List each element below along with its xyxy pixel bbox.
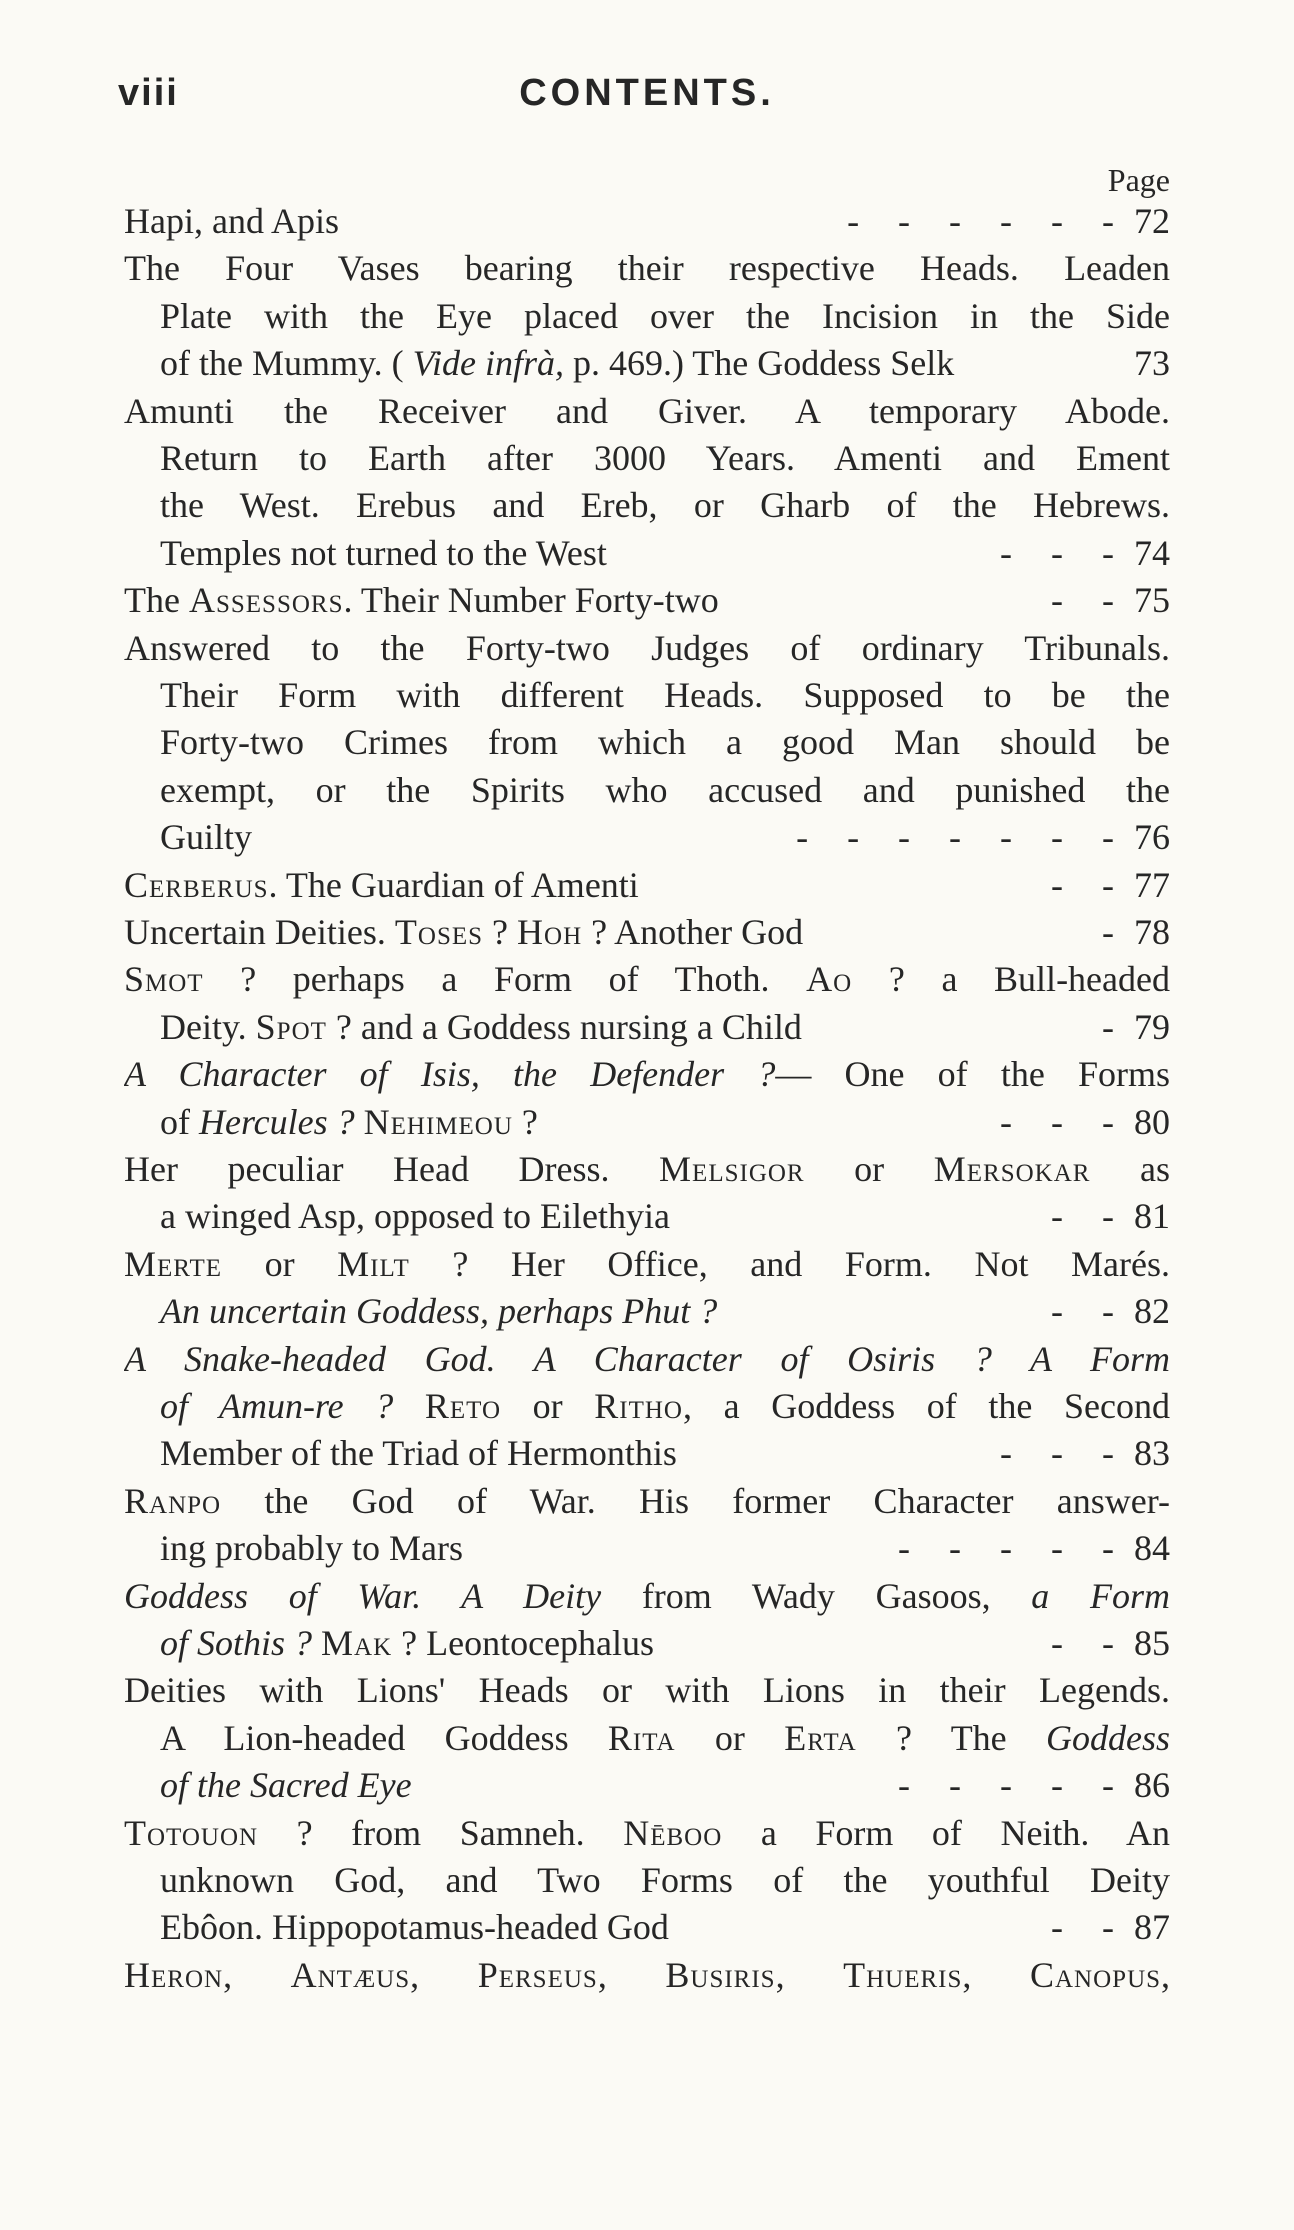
contents-line <box>160 1383 1170 1429</box>
page-ref: 74 <box>1134 532 1170 573</box>
contents-line <box>160 1762 1170 1808</box>
entry-text <box>124 909 803 955</box>
contents-line <box>160 1857 1170 1903</box>
entry-text <box>124 625 1170 671</box>
text-segment: Forty-two Crimes from which a good Man should be <box>160 722 1170 763</box>
entry-text <box>160 1288 717 1334</box>
dot-leader: - - <box>1051 1291 1114 1332</box>
text-segment: , a Goddess of the Second <box>682 1386 1170 1426</box>
dot-leader: - - - - - <box>898 1528 1114 1569</box>
contents-line <box>160 1004 1170 1050</box>
small-caps-text: Perseus <box>477 1954 598 1995</box>
dot-leader: - - <box>1051 1907 1114 1948</box>
small-caps-text: Merte <box>124 1243 222 1284</box>
page-ref: 78 <box>1134 912 1170 952</box>
contents-line <box>124 1952 1170 1998</box>
contents-line <box>160 672 1170 718</box>
contents-line <box>124 198 1170 244</box>
entry-text <box>160 1762 412 1808</box>
page-ref: 85 <box>1134 1623 1170 1663</box>
entry-text <box>160 767 1170 813</box>
dot-leader: - - - - - - <box>847 201 1114 241</box>
text-segment: Her peculiar Head Dress. <box>124 1149 660 1189</box>
page-ref: 77 <box>1134 864 1170 905</box>
contents-line <box>124 625 1170 671</box>
page-ref: 82 <box>1134 1291 1170 1332</box>
contents-line <box>124 1051 1170 1097</box>
small-caps-text: Heron <box>124 1954 224 1995</box>
text-segment: Uncertain Deities. <box>124 912 395 952</box>
entry-text <box>160 672 1170 718</box>
page-ref: 79 <box>1134 1006 1170 1047</box>
entry-text <box>160 1004 802 1050</box>
entry-text <box>160 1620 654 1666</box>
contents-line <box>160 482 1170 528</box>
italic-text: Vide infrà, <box>412 343 564 384</box>
entry-text <box>160 530 607 576</box>
contents-line <box>160 530 1170 576</box>
dot-leader: - - <box>1051 1623 1114 1663</box>
text-segment: of <box>160 1101 199 1142</box>
entry-text <box>160 293 1170 339</box>
small-caps-text: Canopus <box>1029 1954 1162 1995</box>
dot-leader: - - - - - - - <box>796 817 1114 858</box>
small-caps-text: Cerberus <box>124 864 269 905</box>
text-segment: ? Her Office, and Form. Not Marés. <box>409 1243 1170 1284</box>
text-segment: ? from Samneh. <box>258 1812 624 1853</box>
text-segment: ? perhaps a Form of Thoth. <box>203 959 807 1000</box>
text-segment: , <box>1161 1954 1170 1995</box>
text-segment: the God of War. His former Character answer- <box>221 1480 1170 1521</box>
small-caps-text: Erta <box>784 1717 857 1758</box>
contents-line <box>124 1573 1170 1619</box>
page-ref: 72 <box>1134 201 1170 241</box>
text-segment: or <box>501 1386 595 1426</box>
entry-text <box>124 956 1170 1002</box>
text-segment: Ebôon. Hippopotamus-headed God <box>160 1907 669 1948</box>
text-segment: Answered to the Forty-two Judges of ordinary Tribunals. <box>124 627 1170 668</box>
text-segment: The Four Vases bearing their respective Heads. Leaden <box>124 248 1170 289</box>
page-ref: 76 <box>1134 817 1170 858</box>
text-segment: The <box>124 580 189 621</box>
entry-text <box>160 1525 463 1571</box>
contents-line <box>124 577 1170 623</box>
contents-line <box>160 340 1170 386</box>
text-segment: ? Another God <box>582 912 804 952</box>
text-segment: or <box>804 1149 934 1189</box>
text-segment: unknown God, and Two Forms of the youthful Deity <box>160 1860 1170 1900</box>
page-ref: 83 <box>1134 1433 1170 1474</box>
dot-leader: - <box>1102 1006 1114 1047</box>
entry-text <box>124 1810 1170 1856</box>
contents-line <box>124 1336 1170 1382</box>
small-caps-text: Rita <box>607 1717 676 1758</box>
entry-text <box>160 1857 1170 1903</box>
contents-line <box>124 1667 1170 1713</box>
page-ref: 80 <box>1134 1101 1170 1142</box>
small-caps-text: Reto <box>424 1386 502 1426</box>
text-segment: Plate with the Eye placed over the Incision in the Side <box>160 295 1170 336</box>
contents-line <box>160 1099 1170 1145</box>
page-number: viii <box>118 72 179 114</box>
text-segment: p. 469.) The Goddess Selk <box>563 343 955 384</box>
contents-line <box>160 1288 1170 1334</box>
text-segment: Member of the Triad of Hermonthis <box>160 1433 677 1474</box>
entry-text <box>124 198 339 244</box>
dot-leader: - - <box>1051 580 1114 621</box>
italic-text: A Character of Isis, the Defender ? <box>124 1054 776 1095</box>
small-caps-text: Totouon <box>124 1812 259 1853</box>
text-segment: , <box>962 1954 1030 1995</box>
text-segment: — One of the Forms <box>775 1054 1170 1095</box>
small-caps-text: Mersokar <box>933 1149 1091 1189</box>
text-segment: of the Mummy. ( <box>160 343 413 384</box>
page-ref: 81 <box>1134 1196 1170 1237</box>
text-segment: or <box>222 1243 338 1284</box>
small-caps-text: Ao <box>806 959 853 1000</box>
entry-text <box>124 1336 1170 1382</box>
text-segment: Deities with Lions' Heads or with Lions in their Legends. <box>124 1670 1170 1711</box>
contents-line <box>124 1146 1170 1192</box>
contents-line <box>160 1193 1170 1239</box>
contents-line <box>124 388 1170 434</box>
text-segment: or <box>675 1717 785 1758</box>
entry-text <box>160 1904 669 1950</box>
small-caps-text: Mak <box>321 1623 393 1663</box>
text-segment: as <box>1090 1149 1170 1189</box>
contents-line <box>160 1430 1170 1476</box>
entry-text <box>124 245 1170 291</box>
entry-text <box>160 1715 1170 1761</box>
text-segment: Amunti the Receiver and Giver. A temporary Abode. <box>124 390 1170 431</box>
contents-line <box>124 1241 1170 1287</box>
entry-text <box>160 435 1170 481</box>
text-segment: ? a Bull-headed <box>852 959 1170 1000</box>
contents-line <box>160 814 1170 860</box>
small-caps-text: Melsigor <box>659 1149 805 1189</box>
entry-text <box>160 1430 677 1476</box>
small-caps-text: Ranpo <box>124 1480 222 1521</box>
text-segment: Temples not turned to the West <box>160 532 607 573</box>
small-caps-text: Spot <box>255 1006 327 1047</box>
entry-text <box>160 719 1170 765</box>
dot-leader: - <box>1102 912 1114 952</box>
text-segment: a Form of Neith. An <box>722 1812 1170 1853</box>
dot-leader: - - - <box>1000 1101 1114 1142</box>
small-caps-text: Nēboo <box>623 1812 723 1853</box>
small-caps-text: Ritho <box>594 1386 683 1426</box>
text-segment: the West. Erebus and Ereb, or Gharb of the Hebrews. <box>160 485 1170 526</box>
contents-line <box>160 719 1170 765</box>
italic-text: of Sothis ? <box>160 1623 313 1663</box>
text-segment: ing probably to Mars <box>160 1528 463 1569</box>
entry-text <box>124 1241 1170 1287</box>
text-segment: , <box>775 1954 844 1995</box>
entry-text <box>124 1146 1170 1192</box>
text-segment: Deity. <box>160 1006 256 1047</box>
entry-text <box>160 1193 670 1239</box>
text-segment <box>393 1386 425 1426</box>
text-segment: from Wady Gasoos, <box>601 1575 1032 1616</box>
contents-line <box>160 435 1170 481</box>
italic-text: of Amun-re ? <box>160 1386 394 1426</box>
text-segment <box>355 1102 364 1142</box>
italic-text: a Form <box>1031 1575 1170 1616</box>
italic-text: Goddess <box>1046 1717 1170 1758</box>
text-segment: ? <box>512 1101 538 1142</box>
contents-line <box>124 862 1170 908</box>
dot-leader: - - <box>1051 1196 1114 1237</box>
page-ref: 73 <box>1134 343 1170 384</box>
dot-leader <box>1094 340 1114 386</box>
text-segment: a winged Asp, opposed to Eilethyia <box>160 1196 670 1237</box>
italic-text: A Snake-headed God. A Character of Osiris ? A Form <box>124 1338 1170 1379</box>
contents-line <box>160 1620 1170 1666</box>
entry-text <box>124 1478 1170 1524</box>
small-caps-text: Nehimeou <box>363 1101 513 1142</box>
text-segment: Guilty <box>160 817 253 858</box>
contents-line <box>160 293 1170 339</box>
text-segment: Return to Earth after 3000 Years. Amenti and Ement <box>160 438 1170 478</box>
text-segment: exempt, or the Spirits who accused and punished the <box>160 769 1170 810</box>
italic-text: Goddess of War. A Deity <box>124 1575 602 1616</box>
page-ref: 75 <box>1134 580 1170 621</box>
entry-text <box>124 862 639 908</box>
text-segment: , <box>597 1954 666 1995</box>
entry-text <box>124 1667 1170 1713</box>
entry-text <box>124 577 719 623</box>
italic-text: of the Sacred Eye <box>160 1765 412 1806</box>
contents-line <box>124 1478 1170 1524</box>
text-segment: ? <box>483 912 518 952</box>
contents-line <box>124 909 1170 955</box>
contents-line <box>160 767 1170 813</box>
dot-leader: - - <box>1051 864 1114 905</box>
small-caps-text: Busiris <box>665 1954 776 1995</box>
entry-text <box>124 1051 1170 1097</box>
small-caps-text: Antæus <box>290 1954 411 1995</box>
text-segment: Hapi, and Apis <box>124 201 339 241</box>
contents-line <box>124 956 1170 1002</box>
entry-text <box>160 814 252 860</box>
italic-text: An uncertain Goddess, perhaps Phut ? <box>160 1291 718 1332</box>
text-segment: , <box>223 1954 291 1995</box>
entry-text <box>124 1573 1170 1619</box>
contents-line <box>124 245 1170 291</box>
text-segment: . The Guardian of Amenti <box>268 864 639 905</box>
small-caps-text: Assessors <box>188 580 344 621</box>
dot-leader: - - - <box>1000 1433 1114 1474</box>
contents-line <box>160 1525 1170 1571</box>
entry-text <box>160 340 954 386</box>
text-segment: . Their Number Forty-two <box>343 580 719 621</box>
entry-text <box>124 388 1170 434</box>
text-segment: , <box>410 1954 478 1995</box>
small-caps-text: Milt <box>337 1243 410 1284</box>
small-caps-text: Toses <box>394 912 484 952</box>
contents-line <box>160 1715 1170 1761</box>
entry-text <box>124 1952 1170 1998</box>
small-caps-text: Smot <box>124 959 204 1000</box>
small-caps-text: Thueris <box>843 1954 963 1995</box>
page-ref: 84 <box>1134 1528 1170 1569</box>
text-segment <box>312 1623 321 1663</box>
contents-line <box>124 1810 1170 1856</box>
dot-leader: - - - - - <box>898 1765 1114 1806</box>
page-column-label: Page <box>1107 162 1170 198</box>
text-segment: ? Leontocephalus <box>392 1623 655 1663</box>
text-segment: Their Form with different Heads. Supposed to be the <box>160 675 1170 715</box>
entry-text <box>160 1383 1170 1429</box>
text-segment: ? and a Goddess nursing a Child <box>326 1006 802 1047</box>
italic-text: Hercules ? <box>199 1101 355 1142</box>
dot-leader: - - - <box>1000 532 1114 573</box>
entry-text <box>160 482 1170 528</box>
page-ref: 87 <box>1134 1907 1170 1948</box>
small-caps-text: Hoh <box>517 912 583 952</box>
text-segment: A Lion-headed Goddess <box>160 1717 608 1758</box>
entry-text <box>160 1099 538 1145</box>
page-ref: 86 <box>1134 1765 1170 1806</box>
contents-line <box>160 1904 1170 1950</box>
text-segment: ? The <box>856 1717 1046 1758</box>
page-title: CONTENTS. <box>519 72 775 114</box>
